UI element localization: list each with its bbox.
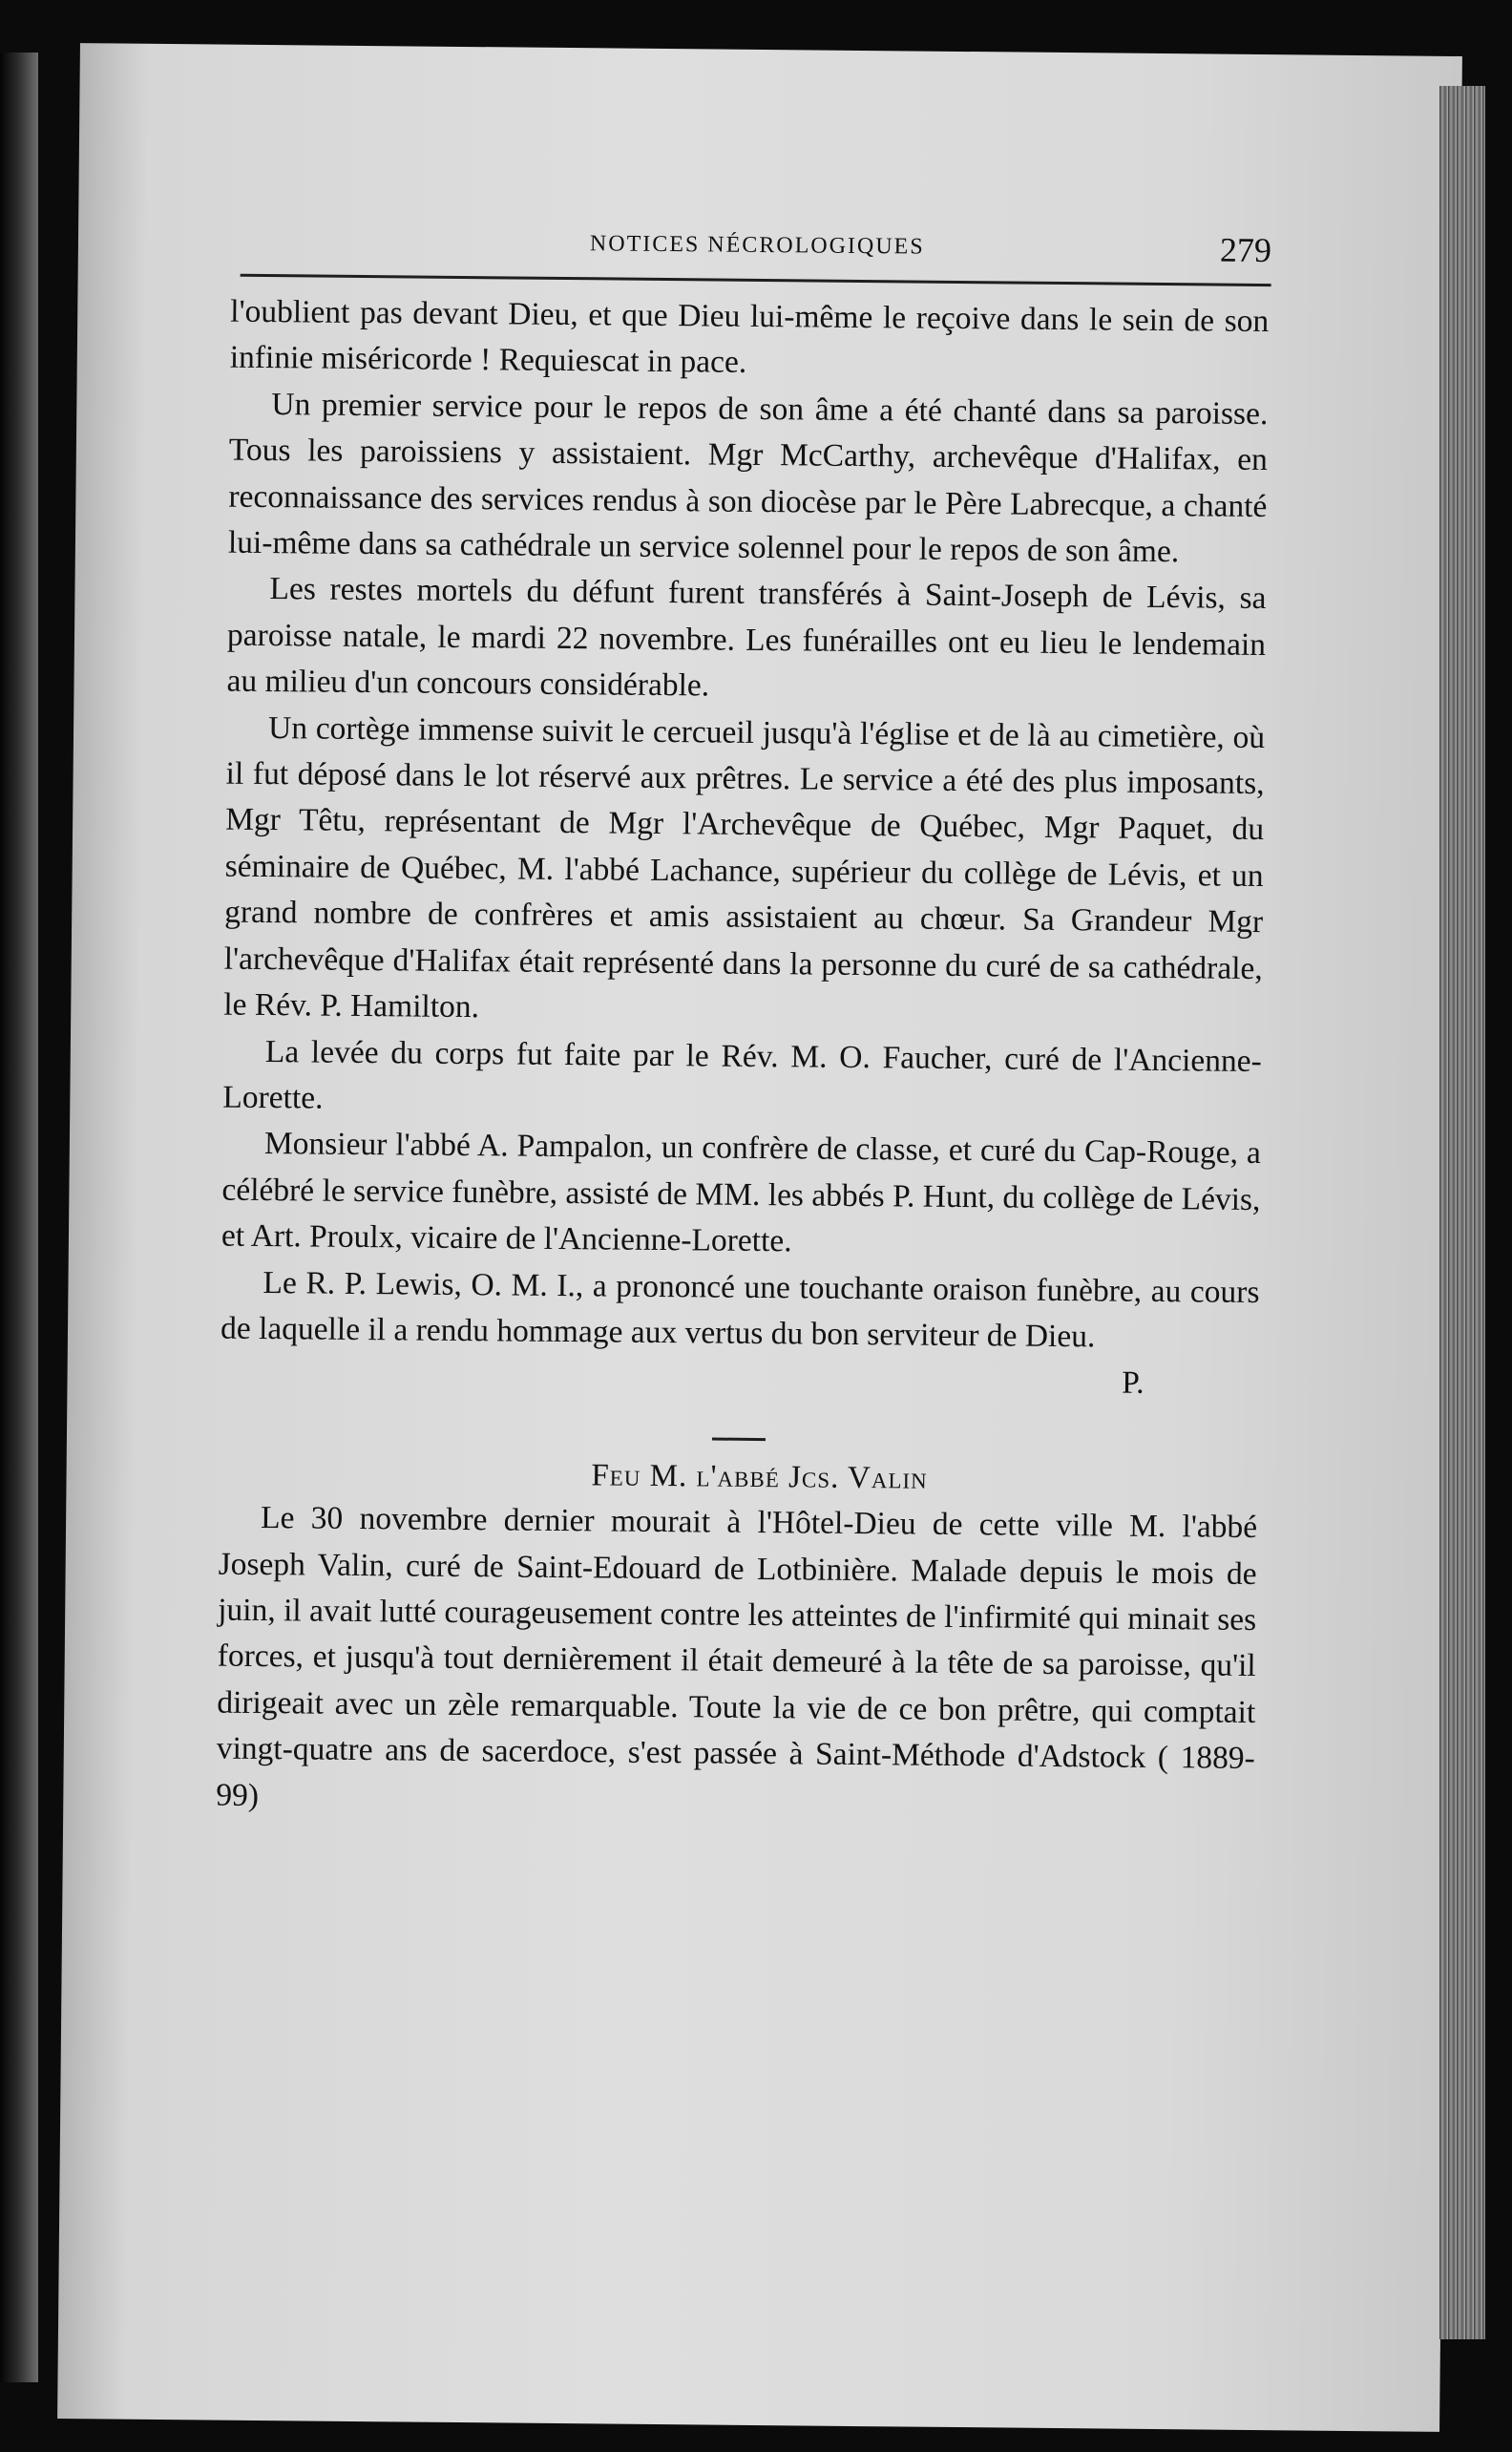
- section-heading: Feu M. l'abbé Jcs. Valin: [591, 1458, 928, 1496]
- paragraph: Monsieur l'abbé A. Pampalon, un confrère de classe, et curé du Cap-Rouge, a célébré le service funèbre, assisté de MM. les abbés P. Hunt, du collège de Lévis, et Art. Proulx, vicaire de l'Ancienne-Lorette.: [220, 1126, 1262, 1259]
- book-right-page-edges: [1439, 86, 1485, 2339]
- paragraph: l'oublient pas devant Dieu, et que Dieu lui-même le reçoive dans le sein de son infinie miséricorde ! Requiescat in pace.: [229, 293, 1270, 381]
- running-title: NOTICES NÉCROLOGIQUES: [589, 231, 925, 260]
- page-number: 279: [1219, 230, 1272, 270]
- paragraph: Le R. P. Lewis, O. M. I., a prononcé une touchante oraison funèbre, au cours de laquelle il a rendu hommage aux vertus du bon serviteur de Dieu.: [220, 1264, 1260, 1355]
- paragraph: La levée du corps fut faite par le Rév. M. O. Faucher, curé de l'Ancienne-Lorette.: [222, 1033, 1262, 1116]
- book-page: [57, 43, 1462, 2432]
- paragraph: Le 30 novembre dernier mourait à l'Hôtel-Dieu de cette ville M. l'abbé Joseph Valin, curé de Saint-Edouard de Lotbinière. Malade depuis le mois de juin, il avait lutté courageusement contre les atteintes de l'infirmité qui minait ses forces, et jusqu'à tout dernièrement il était demeuré à la tête de sa paroisse, qu'il dirigeait avec un zèle remarquable. Toute la vie de ce bon prêtre, qui comptait vingt-quatre ans de sacerdoce, s'est passée à Saint-Méthode d'Adstock ( 1889-99): [216, 1500, 1258, 1813]
- paragraph: Un premier service pour le repos de son âme a été chanté dans sa paroisse. Tous les paroissiens y assistaient. Mgr McCarthy, archevêque d'Halifax, en reconnaissance des services rendus à son diocèse par le Père Labrecque, a chanté lui-même dans sa cathédrale un service solennel pour le repos de son âme.: [227, 386, 1269, 570]
- page-header: [241, 219, 1272, 286]
- section-divider: [712, 1437, 766, 1441]
- paragraph: Un cortège immense suivit le cercueil jusqu'à l'église et de là au cimetière, où il fut déposé dans le lot réservé aux prêtres. Le service a été des plus imposants, Mgr Têtu, représentant de Mgr l'Archevêque de Québec, Mgr Paquet, du séminaire de Québec, M. l'abbé Lachance, supérieur du collège de Lévis, et un grand nombre de confrères et amis assistaient au chœur. Sa Grandeur Mgr l'archevêque d'Halifax était représenté dans la personne du curé de sa cathédrale, le Rév. P. Hamilton.: [223, 709, 1266, 1025]
- page-body: [216, 289, 1269, 1828]
- book-left-page-edge: [0, 53, 38, 2382]
- paragraph: Les restes mortels du défunt furent transférés à Saint-Joseph de Lévis, sa paroisse natale, le mardi 22 novembre. Les funérailles ont eu lieu le lendemain au milieu d'un concours considérable.: [226, 571, 1267, 704]
- signature: P.: [1122, 1364, 1144, 1402]
